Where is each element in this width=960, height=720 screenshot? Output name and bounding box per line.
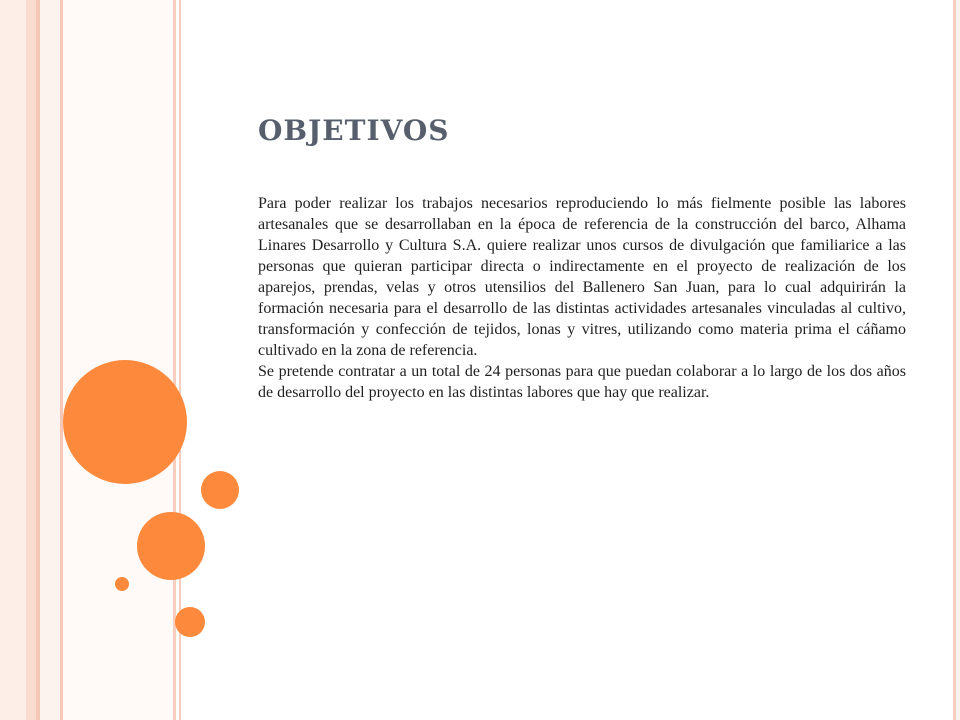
- small-orange-circle: [175, 607, 205, 637]
- slide-body: [258, 193, 906, 403]
- stripe: [26, 0, 36, 720]
- stripe: [40, 0, 60, 720]
- medium-orange-circle: [137, 512, 205, 580]
- stripe: [956, 0, 960, 720]
- large-orange-circle: [63, 360, 187, 484]
- slide-title: OBJETIVOS: [258, 114, 450, 147]
- stripe: [173, 0, 176, 720]
- stripe: [0, 0, 26, 720]
- tiny-orange-circle: [115, 577, 129, 591]
- small-orange-circle: [201, 471, 239, 509]
- body-paragraph: Para poder realizar los trabajos necesarios reproduciendo lo más fielmente posible las labores artesanales que se desarrollaban en la época de referencia de la construcción del barco, Alhama Linares Desarrollo y Cultura S.A. quiere realizar unos cursos de divulgación que familiarice a las personas que quieran participar directa o indirectamente en el proyecto de realización de los aparejos, prendas, velas y otros utensilios del Ballenero San Juan, para lo cual adquirirán la formación necesaria para el desarrollo de las distintas actividades artesanales vinculadas al cultivo, transformación y confección de tejidos, lonas y vitres, utilizando como materia prima el cáñamo cultivado en la zona de referencia.: [258, 195, 906, 359]
- body-paragraph: Se pretende contratar a un total de 24 personas para que puedan colaborar a lo largo de los dos años de desarrollo del proyecto en las distintas labores que hay que realizar.: [258, 363, 906, 401]
